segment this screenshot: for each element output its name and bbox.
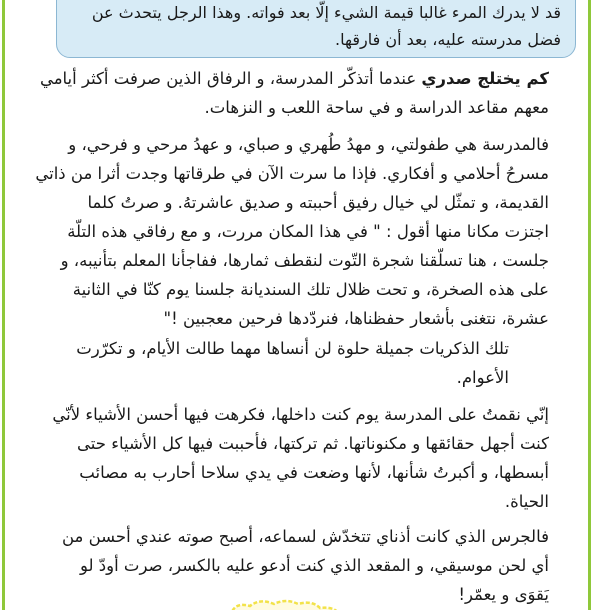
paragraph-2-line-3: القديمة، و تمثّل لي خيال رفيق أحببته و صديق عاشرتهُ. و صرتُ كلما [87, 193, 549, 212]
paragraph-2-line-1: فالمدرسة هي طفولتي، و مهدُ طُهري و صباي، و عهدُ مرحي و فرحي، و [68, 135, 549, 154]
paragraph-1-line-1-rest: عندما أتذكّر المدرسة، و الرفاق الذين صرفت أكثر أيامي [39, 69, 422, 88]
paragraph-4 [29, 400, 549, 516]
paragraph-1-line-2: معهم مقاعد الدراسة و في ساحة اللعب و النزهات. [204, 98, 549, 117]
paragraph-2-line-4: اجتزت مكانا منها أقول : " في هذا المكان مررت، و مع رفاقي هذه التلّة [67, 222, 549, 241]
paragraph-2-line-5: جلست ، هنا تسلّقنا شجرة التّوت لنقطف ثمارها، ففاجأنا المعلم بتأنيبه، و [60, 251, 549, 270]
intro-box [56, 0, 576, 58]
intro-line-2: فضل مدرسته عليه، بعد أن فارقها. [335, 30, 561, 49]
paragraph-1 [29, 64, 549, 122]
paragraph-5 [29, 522, 549, 609]
paragraph-3 [29, 334, 509, 392]
paragraph-2-line-6: على هذه الصخرة، و تحت ظلال تلك السنديانة جلسنا يوم كنّا في الثانية [72, 280, 549, 299]
paragraph-3-line-1: تلك الذكريات جميلة حلوة لن أنساها مهما طالت الأيام، و تكرّرت [76, 339, 509, 358]
intro-line-1: قد لا يدرك المرء غالبا قيمة الشيء إلّا بعد فواته. وهذا الرجل يتحدث عن [91, 3, 561, 22]
paragraph-2-line-7: عشرة، نتغنى بأشعار حفظناها، فنردّدها فرحين معجبين !" [163, 309, 549, 328]
paragraph-2-line-2: مسرحُ أحلامي و أفكاري. فإذا ما سرت الآن في طرقاتها وجدت أثرا من ذاتي [35, 164, 549, 183]
paragraph-4-line-1: إنّي نقمتُ على المدرسة يوم كنت داخلها، فكرهت فيها أحسن الأشياء لأنّي [52, 405, 549, 424]
paragraph-4-line-2: كنت أجهل حقائقها و مكنوناتها. ثم تركتها، فأحببت فيها كل الأشياء حتى [77, 434, 549, 453]
paragraph-1-lead: كم يختلج صدري [421, 69, 549, 88]
paragraph-4-line-3: أبسطها، و أكبرتُ شأنها، لأنها وضعت في يدي سلاحا أحارب به مصائب [79, 463, 549, 482]
paragraph-5-line-1: فالجرس الذي كانت أذناي تتخدّش لسماعه، أصبح صوته عندي أحسن من [61, 527, 549, 546]
cloud-decoration [210, 598, 360, 610]
paragraph-3-line-2: الأعوام. [456, 368, 509, 387]
paragraph-5-line-2: أي لحن موسيقي، و المقعد الذي كنت أدعو عليه بالكسر، صرت أودّ لو [79, 556, 549, 575]
paragraph-1-line-1 [29, 64, 549, 93]
paragraph-2 [29, 130, 549, 333]
paragraph-4-line-4: الحياة. [504, 492, 549, 511]
paragraph-5-line-3: يَقوَى و يعمّر! [458, 585, 549, 604]
